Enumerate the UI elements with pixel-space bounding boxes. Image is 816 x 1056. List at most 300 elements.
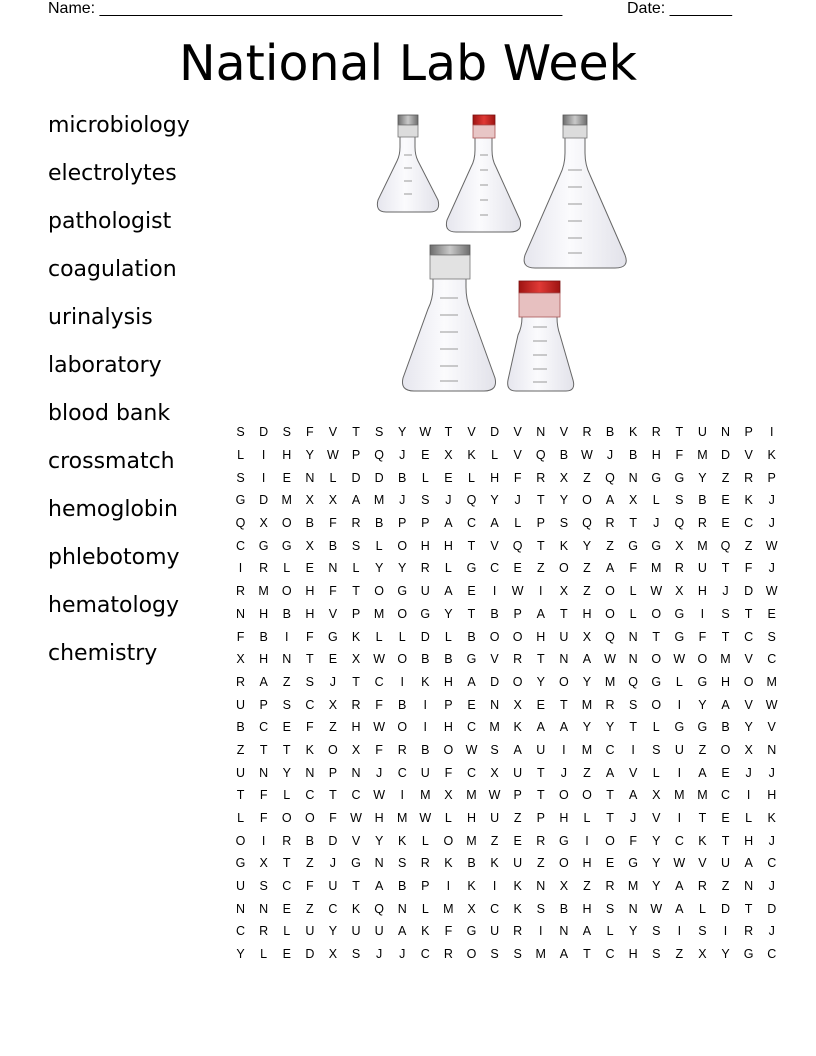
grid-letter: Q	[512, 538, 523, 553]
grid-letter: U	[374, 924, 384, 939]
grid-letter: W	[511, 584, 524, 599]
grid-letter: K	[444, 856, 453, 871]
name-field-line: Name: ____________________________________________________	[48, 0, 563, 17]
grid-letter: X	[744, 742, 753, 757]
grid-letter: U	[697, 561, 707, 576]
grid-letter: O	[443, 833, 454, 848]
grid-letter: O	[651, 606, 662, 621]
grid-letter: D	[259, 493, 269, 508]
grid-letter: C	[605, 742, 615, 757]
grid-row	[229, 693, 783, 716]
grid-letter: H	[582, 901, 592, 916]
grid-letter: R	[536, 833, 546, 848]
grid-row	[229, 557, 783, 580]
erlenmeyer-flasks-icon	[360, 105, 650, 405]
grid-letter: O	[304, 811, 315, 826]
grid-letter: I	[700, 606, 705, 621]
grid-row	[229, 920, 783, 943]
grid-letter: L	[260, 947, 268, 962]
grid-letter: D	[721, 901, 731, 916]
grid-letter: L	[514, 516, 522, 531]
grid-letter: P	[767, 470, 776, 485]
grid-letter: V	[328, 606, 338, 621]
grid-letter: R	[236, 674, 246, 689]
grid-letter: T	[536, 538, 545, 553]
grid-letter: F	[675, 448, 684, 463]
grid-letter: Y	[605, 720, 615, 735]
grid-letter: V	[490, 652, 499, 667]
grid-letter: F	[698, 629, 707, 644]
grid-letter: Y	[328, 924, 338, 939]
grid-letter: T	[698, 811, 707, 826]
grid-letter: I	[492, 584, 497, 599]
grid-letter: I	[423, 697, 428, 712]
grid-letter: F	[259, 811, 268, 826]
grid-letter: A	[444, 584, 453, 599]
grid-letter: I	[261, 470, 266, 485]
grid-letter: L	[398, 629, 406, 644]
grid-letter: C	[236, 538, 246, 553]
grid-letter: V	[744, 697, 753, 712]
grid-letter: W	[765, 538, 778, 553]
grid-letter: W	[765, 697, 778, 712]
grid-letter: A	[513, 742, 522, 757]
grid-letter: O	[605, 833, 615, 848]
grid-letter: E	[282, 720, 291, 735]
grid-letter: J	[768, 924, 775, 939]
grid-letter: X	[467, 901, 476, 916]
grid-letter: N	[628, 901, 638, 916]
grid-letter: W	[581, 448, 593, 463]
grid-letter: L	[421, 901, 429, 916]
grid-letter: Y	[374, 561, 384, 576]
grid-letter: P	[421, 516, 430, 531]
grid-letter: Z	[329, 720, 337, 735]
grid-letter: T	[259, 742, 268, 757]
grid-row	[229, 489, 783, 512]
grid-letter: V	[744, 448, 753, 463]
grid-letter: G	[328, 629, 338, 644]
grid-letter: Y	[490, 493, 499, 508]
grid-letter: M	[651, 561, 662, 576]
grid-letter: T	[536, 652, 545, 667]
grid-letter: B	[421, 652, 430, 667]
grid-letter: M	[697, 788, 708, 803]
grid-letter: B	[282, 606, 291, 621]
grid-letter: S	[490, 742, 499, 757]
grid-letter: K	[467, 879, 476, 894]
grid-letter: N	[236, 901, 246, 916]
grid-letter: W	[419, 425, 432, 440]
grid-letter: O	[512, 674, 523, 689]
grid-letter: P	[351, 448, 361, 463]
grid-letter: S	[652, 924, 661, 939]
grid-letter: F	[329, 584, 337, 599]
grid-letter: I	[400, 788, 404, 803]
grid-letter: H	[536, 629, 546, 644]
grid-letter: E	[282, 470, 291, 485]
grid-letter: I	[238, 561, 243, 576]
grid-letter: G	[420, 606, 431, 621]
grid-letter: R	[420, 856, 430, 871]
grid-letter: G	[351, 856, 361, 871]
grid-letter: L	[421, 833, 429, 848]
grid-letter: V	[513, 448, 522, 463]
grid-letter: F	[259, 788, 268, 803]
grid-letter: D	[328, 833, 338, 848]
grid-letter: J	[329, 674, 337, 689]
grid-row	[229, 671, 783, 694]
grid-letter: Y	[305, 448, 314, 463]
grid-letter: B	[328, 538, 338, 553]
grid-letter: L	[375, 629, 383, 644]
grid-letter: X	[444, 448, 453, 463]
grid-letter: U	[559, 629, 569, 644]
grid-letter: F	[375, 742, 383, 757]
grid-row	[229, 444, 783, 467]
grid-letter: E	[328, 652, 338, 667]
grid-letter: N	[559, 652, 569, 667]
grid-letter: H	[559, 811, 569, 826]
grid-letter: L	[652, 720, 660, 735]
grid-letter: L	[629, 606, 637, 621]
grid-letter: C	[767, 652, 777, 667]
grid-letter: V	[467, 425, 476, 440]
grid-letter: B	[559, 901, 569, 916]
grid-letter: P	[536, 516, 545, 531]
grid-letter: K	[490, 856, 499, 871]
grid-letter: R	[697, 516, 707, 531]
grid-letter: T	[536, 493, 545, 508]
grid-letter: B	[467, 629, 476, 644]
grid-row	[229, 466, 783, 489]
grid-letter: X	[559, 879, 569, 894]
grid-letter: X	[698, 947, 707, 962]
grid-letter: M	[443, 901, 454, 916]
grid-letter: K	[467, 448, 476, 463]
grid-letter: J	[768, 516, 775, 531]
grid-letter: G	[235, 856, 246, 871]
grid-letter: A	[536, 606, 545, 621]
grid-letter: T	[306, 652, 314, 667]
grid-letter: A	[582, 652, 592, 667]
grid-letter: J	[653, 516, 660, 531]
grid-letter: M	[373, 606, 385, 621]
grid-letter: D	[490, 674, 500, 689]
grid-letter: T	[467, 606, 476, 621]
grid-letter: Z	[306, 901, 314, 916]
grid-letter: A	[605, 561, 615, 576]
grid-letter: H	[420, 538, 430, 553]
grid-letter: H	[443, 674, 453, 689]
grid-letter: I	[677, 924, 682, 939]
grid-letter: B	[559, 448, 569, 463]
grid-letter: C	[259, 720, 269, 735]
grid-letter: H	[351, 720, 361, 735]
grid-letter: F	[629, 561, 637, 576]
grid-letter: D	[305, 947, 315, 962]
grid-letter: E	[467, 584, 476, 599]
grid-letter: F	[513, 470, 522, 485]
grid-letter: G	[466, 561, 477, 576]
grid-letter: X	[675, 538, 684, 553]
word-list-item: chemistry	[48, 641, 158, 666]
grid-letter: N	[721, 425, 731, 440]
grid-letter: B	[305, 833, 314, 848]
grid-letter: D	[744, 584, 754, 599]
grid-letter: X	[513, 697, 522, 712]
grid-letter: X	[351, 742, 361, 757]
grid-letter: F	[629, 833, 637, 848]
grid-row	[229, 421, 783, 444]
grid-row	[229, 852, 783, 875]
grid-letter: X	[559, 584, 569, 599]
grid-letter: C	[328, 901, 338, 916]
grid-letter: C	[466, 720, 476, 735]
grid-letter: I	[562, 742, 566, 757]
grid-letter: A	[605, 765, 615, 780]
grid-letter: V	[490, 538, 499, 553]
grid-letter: L	[583, 811, 591, 826]
grid-letter: B	[236, 720, 245, 735]
grid-letter: U	[697, 425, 707, 440]
grid-letter: G	[651, 470, 662, 485]
grid-letter: L	[352, 561, 360, 576]
grid-letter: T	[721, 833, 730, 848]
grid-letter: Y	[282, 765, 291, 780]
grid-letter: B	[305, 516, 314, 531]
grid-letter: A	[605, 493, 615, 508]
grid-letter: B	[259, 629, 268, 644]
grid-letter: O	[605, 606, 615, 621]
grid-letter: T	[721, 629, 730, 644]
grid-letter: D	[721, 448, 731, 463]
grid-letter: G	[743, 947, 754, 962]
grid-letter: T	[721, 561, 730, 576]
grid-letter: G	[466, 652, 477, 667]
grid-letter: U	[721, 856, 731, 871]
grid-letter: M	[489, 720, 500, 735]
grid-letter: Y	[398, 425, 407, 440]
word-search-grid	[229, 421, 783, 966]
grid-letter: Y	[582, 538, 592, 553]
grid-letter: C	[305, 788, 315, 803]
grid-letter: C	[397, 765, 407, 780]
grid-letter: J	[768, 879, 775, 894]
grid-letter: N	[628, 470, 638, 485]
grid-letter: W	[327, 448, 339, 463]
grid-letter: R	[351, 516, 361, 531]
grid-letter: M	[466, 833, 477, 848]
grid-letter: N	[351, 765, 361, 780]
grid-letter: J	[606, 448, 614, 463]
word-list-item: crossmatch	[48, 449, 175, 474]
grid-letter: U	[351, 924, 361, 939]
grid-letter: A	[582, 924, 592, 939]
grid-letter: T	[583, 947, 591, 962]
grid-letter: R	[259, 924, 269, 939]
grid-letter: Z	[536, 561, 545, 576]
grid-letter: L	[237, 811, 245, 826]
grid-letter: F	[306, 425, 314, 440]
grid-letter: R	[605, 516, 615, 531]
red-capped-flask	[446, 115, 520, 232]
grid-letter: U	[305, 924, 315, 939]
grid-letter: S	[490, 947, 499, 962]
grid-letter: W	[604, 652, 616, 667]
grid-letter: Z	[282, 674, 291, 689]
grid-letter: K	[351, 901, 361, 916]
grid-letter: W	[650, 901, 663, 916]
grid-letter: G	[558, 833, 569, 848]
grid-letter: G	[397, 584, 408, 599]
grid-letter: D	[490, 425, 500, 440]
grid-letter: Q	[466, 493, 477, 508]
grid-letter: X	[444, 788, 453, 803]
grid-letter: K	[513, 720, 522, 735]
grid-letter: O	[720, 742, 731, 757]
grid-letter: C	[374, 674, 384, 689]
grid-letter: Y	[236, 947, 245, 962]
grid-letter: W	[373, 720, 386, 735]
grid-letter: T	[236, 788, 245, 803]
grid-row	[229, 943, 783, 966]
grid-letter: E	[721, 493, 730, 508]
grid-letter: X	[259, 516, 268, 531]
grid-letter: Z	[721, 470, 730, 485]
grid-letter: U	[536, 742, 546, 757]
grid-letter: S	[721, 606, 730, 621]
grid-row	[229, 512, 783, 535]
grid-letter: P	[259, 697, 268, 712]
grid-letter: C	[674, 833, 684, 848]
grid-letter: O	[697, 652, 708, 667]
grid-letter: J	[375, 947, 383, 962]
grid-letter: S	[513, 947, 522, 962]
grid-letter: G	[674, 629, 685, 644]
grid-row	[229, 807, 783, 830]
grid-letter: M	[674, 788, 685, 803]
grid-letter: O	[281, 811, 292, 826]
grid-row	[229, 739, 783, 762]
grid-letter: Q	[628, 674, 638, 689]
grid-letter: U	[513, 856, 523, 871]
grid-letter: Q	[235, 516, 246, 531]
grid-letter: I	[284, 629, 289, 644]
grid-letter: A	[744, 856, 753, 871]
grid-letter: M	[720, 652, 731, 667]
grid-letter: S	[305, 674, 314, 689]
grid-letter: T	[744, 901, 753, 916]
grid-letter: C	[767, 947, 777, 962]
grid-letter: Y	[652, 833, 661, 848]
grid-letter: Z	[583, 561, 591, 576]
grid-letter: W	[373, 788, 386, 803]
grid-letter: C	[351, 788, 361, 803]
grid-letter: E	[721, 516, 730, 531]
grid-letter: W	[673, 856, 686, 871]
grid-letter: O	[397, 652, 408, 667]
grid-letter: B	[628, 448, 638, 463]
grid-letter: T	[560, 606, 568, 621]
grid-letter: J	[630, 811, 637, 826]
grid-letter: S	[236, 470, 245, 485]
grid-letter: K	[305, 742, 314, 757]
grid-row	[229, 784, 783, 807]
grid-letter: M	[581, 697, 593, 712]
grid-letter: O	[489, 629, 500, 644]
grid-letter: K	[421, 924, 430, 939]
grid-letter: E	[282, 947, 291, 962]
grid-letter: N	[397, 901, 407, 916]
word-list-item: laboratory	[48, 353, 162, 378]
grid-letter: C	[466, 765, 476, 780]
grid-letter: N	[328, 561, 338, 576]
grid-letter: O	[558, 856, 569, 871]
grid-letter: O	[558, 561, 569, 576]
grid-letter: L	[444, 561, 452, 576]
grid-letter: L	[745, 811, 753, 826]
grid-letter: E	[721, 811, 730, 826]
grid-letter: H	[443, 538, 453, 553]
grid-letter: N	[374, 856, 384, 871]
grid-letter: I	[261, 448, 266, 463]
grid-row	[229, 580, 783, 603]
grid-letter: W	[488, 788, 501, 803]
grid-letter: E	[513, 561, 522, 576]
grid-letter: V	[698, 856, 707, 871]
grid-letter: G	[466, 924, 477, 939]
grid-letter: J	[768, 833, 775, 848]
grid-letter: H	[490, 470, 500, 485]
grid-letter: K	[628, 425, 638, 440]
grid-letter: I	[746, 788, 751, 803]
grid-letter: I	[723, 924, 728, 939]
grid-letter: T	[467, 538, 476, 553]
grid-letter: N	[305, 765, 315, 780]
grid-letter: A	[374, 879, 384, 894]
grid-letter: Z	[236, 742, 245, 757]
word-list-item: electrolytes	[48, 161, 177, 186]
grid-letter: L	[675, 674, 683, 689]
grid-letter: F	[236, 629, 245, 644]
grid-letter: L	[237, 448, 245, 463]
grid-letter: I	[400, 674, 404, 689]
word-list-item: microbiology	[48, 113, 190, 138]
grid-letter: O	[397, 720, 408, 735]
grid-letter: H	[582, 856, 592, 871]
grid-letter: A	[398, 924, 407, 939]
grid-letter: K	[767, 448, 776, 463]
grid-letter: L	[444, 629, 452, 644]
grid-letter: B	[421, 742, 430, 757]
grid-letter: R	[513, 924, 523, 939]
grid-letter: T	[352, 584, 360, 599]
grid-letter: S	[652, 947, 661, 962]
grid-letter: O	[374, 584, 384, 599]
grid-letter: P	[351, 606, 361, 621]
grid-letter: K	[421, 674, 430, 689]
grid-letter: V	[513, 425, 522, 440]
grid-letter: Z	[606, 538, 614, 553]
grid-letter: V	[351, 833, 361, 848]
grid-letter: K	[698, 833, 707, 848]
grid-letter: B	[721, 720, 730, 735]
grid-letter: L	[698, 901, 706, 916]
grid-letter: O	[605, 584, 615, 599]
grid-letter: C	[305, 697, 315, 712]
grid-letter: X	[305, 538, 314, 553]
